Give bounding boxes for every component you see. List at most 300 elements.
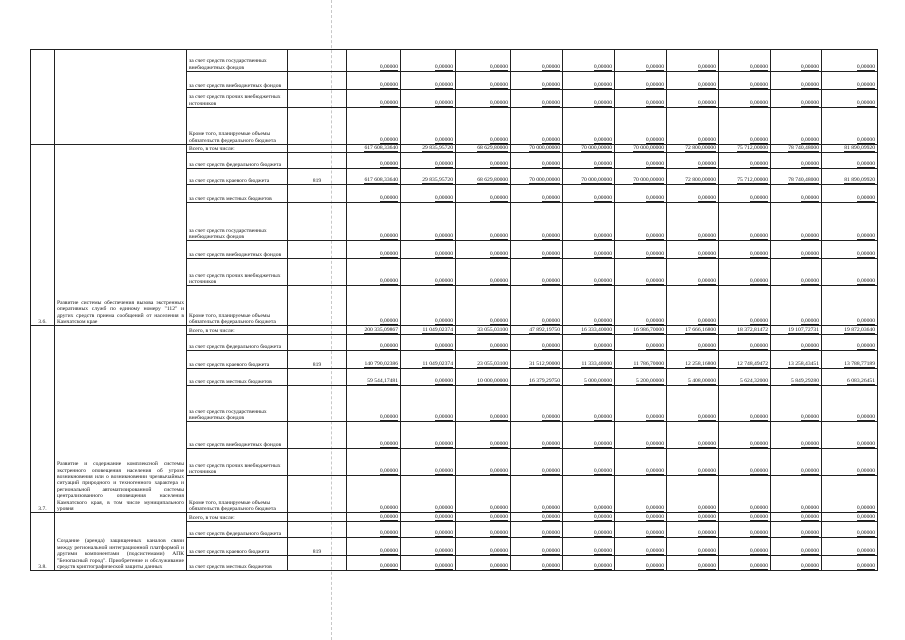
funding-source: за счет средств прочих внебюджетных источников — [187, 259, 288, 286]
amount-cell — [401, 369, 456, 386]
amount-cell — [511, 556, 563, 571]
amount-cell — [822, 72, 878, 90]
budget-code — [288, 185, 347, 203]
amount-value: 70 000,00000 — [529, 145, 560, 151]
item-name: Развитие и содержание комплексной системы экстренного оповещения населения об угрозе возникновения или о возникновении чрезвычайных ситуаций природного и техногенного характера и региональной автоматизированной системы централизованного оповещения населения Камчатского края, в том числе муниципального уровня — [55, 326, 187, 513]
amount-value: 0,00000 — [434, 343, 453, 349]
table-row — [31, 513, 878, 522]
amount-cell — [563, 203, 615, 241]
amount-value: 0,00000 — [645, 514, 664, 520]
amount-value: 17 666,16800 — [685, 327, 716, 333]
amount-value: 81 890,09920 — [844, 177, 875, 183]
funding-source: за счет средств федерального бюджета — [187, 522, 288, 538]
amount-cell — [771, 241, 822, 259]
amount-value: 0,00000 — [749, 514, 768, 520]
budget-code — [288, 241, 347, 259]
budget-code — [288, 476, 347, 513]
item-name: Развитие системы обеспечения вызова экстренных оперативных служб по единому номеру "112" и других средств приема сообщений от населения в Камчатском крае — [55, 145, 187, 326]
amount-value: 0,00000 — [800, 136, 819, 143]
budget-table-sheet — [30, 49, 878, 571]
amount-value: 0,00000 — [434, 378, 453, 384]
amount-cell — [401, 326, 456, 335]
amount-value: 16 379,29750 — [529, 378, 560, 384]
amount-cell — [456, 326, 511, 335]
amount-cell — [401, 259, 456, 286]
amount-value: 72 800,00000 — [685, 145, 716, 151]
amount-cell — [719, 90, 771, 108]
amount-value: 0,00000 — [856, 233, 875, 239]
amount-cell — [667, 449, 719, 476]
budget-code — [288, 153, 347, 169]
amount-value: 0,00000 — [489, 548, 508, 554]
amount-cell — [401, 185, 456, 203]
item-number: 3.8. — [31, 513, 55, 571]
amount-value: 31 512,90000 — [529, 361, 560, 367]
amount-cell — [511, 241, 563, 259]
amount-value: 0,00000 — [541, 233, 560, 239]
amount-cell — [615, 326, 667, 335]
amount-cell — [667, 522, 719, 538]
amount-cell — [563, 369, 615, 386]
amount-cell — [456, 185, 511, 203]
amount-value: 0,00000 — [749, 505, 768, 511]
budget-code — [288, 50, 347, 72]
amount-value: 0,00000 — [434, 441, 453, 447]
amount-value: 0,00000 — [489, 468, 508, 474]
amount-cell — [667, 185, 719, 203]
amount-value: 0,00000 — [749, 99, 768, 106]
amount-value: 0,00000 — [645, 195, 664, 201]
amount-value: 0,00000 — [541, 278, 560, 284]
amount-value: 0,00000 — [645, 318, 664, 324]
amount-value: 0,00000 — [541, 161, 560, 167]
amount-cell — [456, 203, 511, 241]
amount-cell — [615, 449, 667, 476]
amount-cell — [719, 449, 771, 476]
amount-cell — [456, 50, 511, 72]
amount-cell — [563, 90, 615, 108]
amount-value: 0,00000 — [800, 251, 819, 257]
amount-cell — [511, 326, 563, 335]
amount-cell — [719, 286, 771, 326]
amount-cell — [615, 369, 667, 386]
funding-source: Кроме того, планируемые объемы обязательств федерального бюджета — [187, 476, 288, 513]
amount-cell — [667, 153, 719, 169]
amount-cell — [719, 522, 771, 538]
amount-value: 0,00000 — [541, 468, 560, 474]
budget-code — [288, 335, 347, 351]
amount-value: 0,00000 — [379, 343, 398, 349]
amount-cell — [511, 50, 563, 72]
amount-cell — [615, 108, 667, 145]
budget-code — [288, 369, 347, 386]
amount-value: 0,00000 — [489, 99, 508, 106]
amount-value: 19 872,03640 — [844, 327, 875, 333]
amount-cell — [822, 286, 878, 326]
funding-source: Кроме того, планируемые объемы обязательств федерального бюджета — [187, 108, 288, 145]
amount-value: 0,00000 — [800, 278, 819, 284]
amount-value: 0,00000 — [541, 548, 560, 554]
amount-value: 0,00000 — [593, 530, 612, 536]
amount-value: 0,00000 — [645, 63, 664, 70]
amount-value: 5 849,29280 — [791, 378, 819, 384]
amount-value: 140 790,02386 — [364, 361, 398, 367]
amount-cell — [822, 153, 878, 169]
amount-cell — [511, 522, 563, 538]
amount-value: 0,00000 — [593, 505, 612, 511]
amount-cell — [347, 513, 401, 522]
amount-cell — [511, 286, 563, 326]
amount-cell — [401, 522, 456, 538]
amount-value: 0,00000 — [541, 505, 560, 511]
amount-cell — [401, 386, 456, 422]
amount-value: 0,00000 — [379, 468, 398, 474]
amount-cell — [615, 241, 667, 259]
amount-value: 0,00000 — [697, 63, 716, 70]
amount-cell — [401, 351, 456, 369]
amount-value: 0,00000 — [800, 514, 819, 520]
funding-source: за счет средств местных бюджетов — [187, 185, 288, 203]
amount-value: 0,00000 — [800, 343, 819, 349]
amount-cell — [771, 169, 822, 185]
amount-cell — [563, 286, 615, 326]
amount-value: 70 000,00000 — [581, 145, 612, 151]
amount-cell — [347, 422, 401, 449]
amount-cell — [771, 422, 822, 449]
amount-value: 0,00000 — [593, 343, 612, 349]
budget-code: 819 — [288, 351, 347, 369]
amount-cell — [401, 513, 456, 522]
amount-cell — [563, 476, 615, 513]
item-number — [31, 50, 55, 145]
amount-value: 0,00000 — [541, 99, 560, 106]
amount-value: 0,00000 — [856, 251, 875, 257]
amount-value: 0,00000 — [856, 414, 875, 420]
amount-cell — [771, 153, 822, 169]
amount-value: 0,00000 — [697, 530, 716, 536]
amount-cell — [511, 351, 563, 369]
amount-cell — [719, 556, 771, 571]
amount-value: 0,00000 — [593, 81, 612, 88]
amount-value: 0,00000 — [800, 505, 819, 511]
amount-value: 0,00000 — [379, 195, 398, 201]
amount-cell — [667, 169, 719, 185]
funding-source: за счет средств краевого бюджета — [187, 351, 288, 369]
amount-value: 0,00000 — [434, 514, 453, 520]
amount-value: 0,00000 — [434, 278, 453, 284]
amount-value: 0,00000 — [541, 81, 560, 88]
amount-value: 0,00000 — [697, 136, 716, 143]
amount-cell — [615, 522, 667, 538]
amount-cell — [771, 538, 822, 556]
amount-cell — [456, 108, 511, 145]
amount-cell — [771, 386, 822, 422]
amount-value: 0,00000 — [749, 161, 768, 167]
amount-value: 0,00000 — [856, 278, 875, 284]
amount-value: 0,00000 — [541, 318, 560, 324]
amount-cell — [719, 145, 771, 153]
amount-cell — [563, 513, 615, 522]
amount-value: 0,00000 — [856, 563, 875, 569]
amount-cell — [771, 185, 822, 203]
amount-value: 0,00000 — [489, 161, 508, 167]
funding-source: Кроме того, планируемые объемы обязательств федерального бюджета — [187, 286, 288, 326]
amount-cell — [615, 351, 667, 369]
amount-cell — [456, 538, 511, 556]
amount-cell — [511, 538, 563, 556]
amount-cell — [347, 386, 401, 422]
amount-cell — [563, 522, 615, 538]
amount-cell — [771, 259, 822, 286]
funding-source: за счет средств внебюджетных фондов — [187, 241, 288, 259]
amount-cell — [347, 259, 401, 286]
amount-value: 0,00000 — [434, 136, 453, 143]
amount-value: 0,00000 — [489, 318, 508, 324]
amount-cell — [615, 90, 667, 108]
amount-value: 23 055,03100 — [477, 361, 508, 367]
amount-value: 0,00000 — [856, 514, 875, 520]
amount-cell — [347, 185, 401, 203]
amount-cell — [719, 203, 771, 241]
amount-value: 75 712,00000 — [737, 177, 768, 183]
amount-value: 0,00000 — [593, 563, 612, 569]
amount-value: 0,00000 — [541, 441, 560, 447]
amount-value: 0,00000 — [800, 563, 819, 569]
amount-value: 13 788,77189 — [844, 361, 875, 367]
amount-cell — [822, 556, 878, 571]
amount-cell — [771, 556, 822, 571]
amount-value: 5 000,00000 — [584, 378, 612, 384]
amount-cell — [401, 286, 456, 326]
amount-cell — [771, 286, 822, 326]
amount-cell — [719, 369, 771, 386]
amount-value: 0,00000 — [593, 278, 612, 284]
amount-value: 6 083,26451 — [847, 378, 875, 384]
amount-cell — [401, 50, 456, 72]
amount-cell — [667, 203, 719, 241]
budget-table — [30, 49, 878, 571]
budget-code — [288, 145, 347, 153]
amount-value: 0,00000 — [593, 195, 612, 201]
amount-cell — [563, 153, 615, 169]
amount-value: 0,00000 — [697, 251, 716, 257]
amount-value: 0,00000 — [379, 548, 398, 554]
amount-cell — [667, 335, 719, 351]
amount-cell — [563, 422, 615, 449]
amount-cell — [511, 145, 563, 153]
amount-cell — [456, 241, 511, 259]
amount-cell — [822, 169, 878, 185]
amount-cell — [401, 153, 456, 169]
amount-value: 0,00000 — [434, 530, 453, 536]
amount-value: 0,00000 — [593, 99, 612, 106]
amount-value: 78 740,48000 — [788, 177, 819, 183]
amount-cell — [347, 522, 401, 538]
budget-code: 819 — [288, 169, 347, 185]
amount-value: 16 333,40000 — [581, 327, 612, 333]
amount-cell — [771, 449, 822, 476]
amount-cell — [563, 108, 615, 145]
amount-value: 0,00000 — [645, 563, 664, 569]
amount-value: 0,00000 — [541, 195, 560, 201]
amount-value: 0,00000 — [856, 81, 875, 88]
amount-cell — [822, 538, 878, 556]
amount-value: 78 740,48000 — [788, 145, 819, 151]
amount-value: 0,00000 — [489, 514, 508, 520]
amount-cell — [667, 108, 719, 145]
amount-value: 12 748,49472 — [737, 361, 768, 367]
amount-cell — [822, 326, 878, 335]
amount-cell — [456, 286, 511, 326]
amount-value: 0,00000 — [593, 233, 612, 239]
budget-code — [288, 286, 347, 326]
amount-value: 0,00000 — [749, 548, 768, 554]
amount-cell — [347, 153, 401, 169]
amount-value: 13 258,43451 — [788, 361, 819, 367]
amount-value: 0,00000 — [489, 195, 508, 201]
amount-cell — [401, 203, 456, 241]
amount-value: 0,00000 — [379, 563, 398, 569]
amount-cell — [401, 422, 456, 449]
amount-value: 0,00000 — [379, 233, 398, 239]
amount-value: 0,00000 — [593, 136, 612, 143]
amount-cell — [719, 476, 771, 513]
amount-value: 0,00000 — [800, 63, 819, 70]
amount-value: 81 890,09920 — [844, 145, 875, 151]
amount-value: 0,00000 — [749, 233, 768, 239]
amount-cell — [456, 386, 511, 422]
budget-code — [288, 556, 347, 571]
amount-value: 0,00000 — [697, 563, 716, 569]
amount-cell — [563, 326, 615, 335]
amount-value: 0,00000 — [645, 414, 664, 420]
amount-value: 0,00000 — [800, 81, 819, 88]
amount-cell — [347, 169, 401, 185]
amount-value: 0,00000 — [434, 318, 453, 324]
table-row — [31, 145, 878, 153]
amount-cell — [456, 422, 511, 449]
amount-value: 0,00000 — [749, 63, 768, 70]
funding-source: за счет средств прочих внебюджетных источников — [187, 449, 288, 476]
amount-value: 11 786,70000 — [633, 361, 664, 367]
amount-value: 0,00000 — [856, 318, 875, 324]
amount-cell — [822, 185, 878, 203]
item-name — [55, 50, 187, 145]
amount-value: 0,00000 — [379, 514, 398, 520]
budget-code — [288, 108, 347, 145]
amount-cell — [401, 476, 456, 513]
amount-value: 0,00000 — [749, 441, 768, 447]
amount-cell — [401, 72, 456, 90]
amount-value: 0,00000 — [697, 414, 716, 420]
amount-value: 0,00000 — [697, 99, 716, 106]
amount-value: 70 000,00000 — [529, 177, 560, 183]
amount-value: 617 608,33640 — [364, 177, 398, 183]
amount-cell — [615, 259, 667, 286]
amount-value: 0,00000 — [800, 468, 819, 474]
amount-value: 0,00000 — [434, 468, 453, 474]
amount-value: 0,00000 — [489, 251, 508, 257]
amount-cell — [667, 476, 719, 513]
amount-cell — [456, 145, 511, 153]
amount-cell — [615, 169, 667, 185]
amount-value: 0,00000 — [856, 505, 875, 511]
amount-value: 0,00000 — [645, 136, 664, 143]
amount-cell — [456, 72, 511, 90]
amount-value: 0,00000 — [541, 530, 560, 536]
amount-cell — [771, 476, 822, 513]
amount-cell — [347, 556, 401, 571]
amount-value: 0,00000 — [749, 563, 768, 569]
amount-cell — [667, 286, 719, 326]
amount-cell — [822, 259, 878, 286]
amount-cell — [511, 259, 563, 286]
amount-cell — [615, 145, 667, 153]
amount-value: 0,00000 — [434, 563, 453, 569]
amount-value: 0,00000 — [697, 548, 716, 554]
amount-value: 0,00000 — [434, 233, 453, 239]
amount-cell — [719, 386, 771, 422]
amount-cell — [456, 335, 511, 351]
amount-value: 59 544,17481 — [367, 378, 398, 384]
amount-cell — [347, 203, 401, 241]
amount-value: 0,00000 — [379, 530, 398, 536]
amount-value: 617 608,33640 — [364, 145, 398, 151]
amount-value: 70 000,00000 — [633, 177, 664, 183]
amount-value: 0,00000 — [800, 414, 819, 420]
amount-cell — [822, 90, 878, 108]
amount-value: 0,00000 — [697, 468, 716, 474]
amount-value: 0,00000 — [856, 63, 875, 70]
amount-value: 0,00000 — [593, 441, 612, 447]
amount-cell — [822, 241, 878, 259]
amount-value: 0,00000 — [434, 81, 453, 88]
amount-value: 0,00000 — [379, 414, 398, 420]
item-number: 3.7. — [31, 326, 55, 513]
amount-value: 0,00000 — [800, 233, 819, 239]
funding-source: за счет средств внебюджетных фондов — [187, 72, 288, 90]
amount-value: 0,00000 — [856, 343, 875, 349]
amount-value: 0,00000 — [749, 468, 768, 474]
amount-cell — [615, 286, 667, 326]
amount-cell — [667, 326, 719, 335]
amount-cell — [615, 476, 667, 513]
amount-cell — [456, 259, 511, 286]
amount-cell — [822, 513, 878, 522]
amount-value: 0,00000 — [856, 195, 875, 201]
amount-cell — [347, 90, 401, 108]
amount-value: 0,00000 — [645, 441, 664, 447]
amount-cell — [719, 422, 771, 449]
amount-value: 0,00000 — [697, 514, 716, 520]
amount-cell — [511, 449, 563, 476]
amount-cell — [771, 108, 822, 145]
amount-value: 0,00000 — [489, 505, 508, 511]
amount-cell — [822, 203, 878, 241]
amount-value: 0,00000 — [379, 441, 398, 447]
amount-value: 0,00000 — [856, 441, 875, 447]
amount-value: 0,00000 — [434, 548, 453, 554]
amount-value: 0,00000 — [749, 195, 768, 201]
amount-value: 0,00000 — [645, 468, 664, 474]
amount-cell — [511, 90, 563, 108]
amount-value: 0,00000 — [541, 251, 560, 257]
amount-value: 0,00000 — [645, 530, 664, 536]
amount-cell — [667, 50, 719, 72]
amount-value: 11 049,02374 — [422, 327, 453, 333]
amount-value: 0,00000 — [645, 505, 664, 511]
amount-value: 5 624,32000 — [740, 378, 768, 384]
